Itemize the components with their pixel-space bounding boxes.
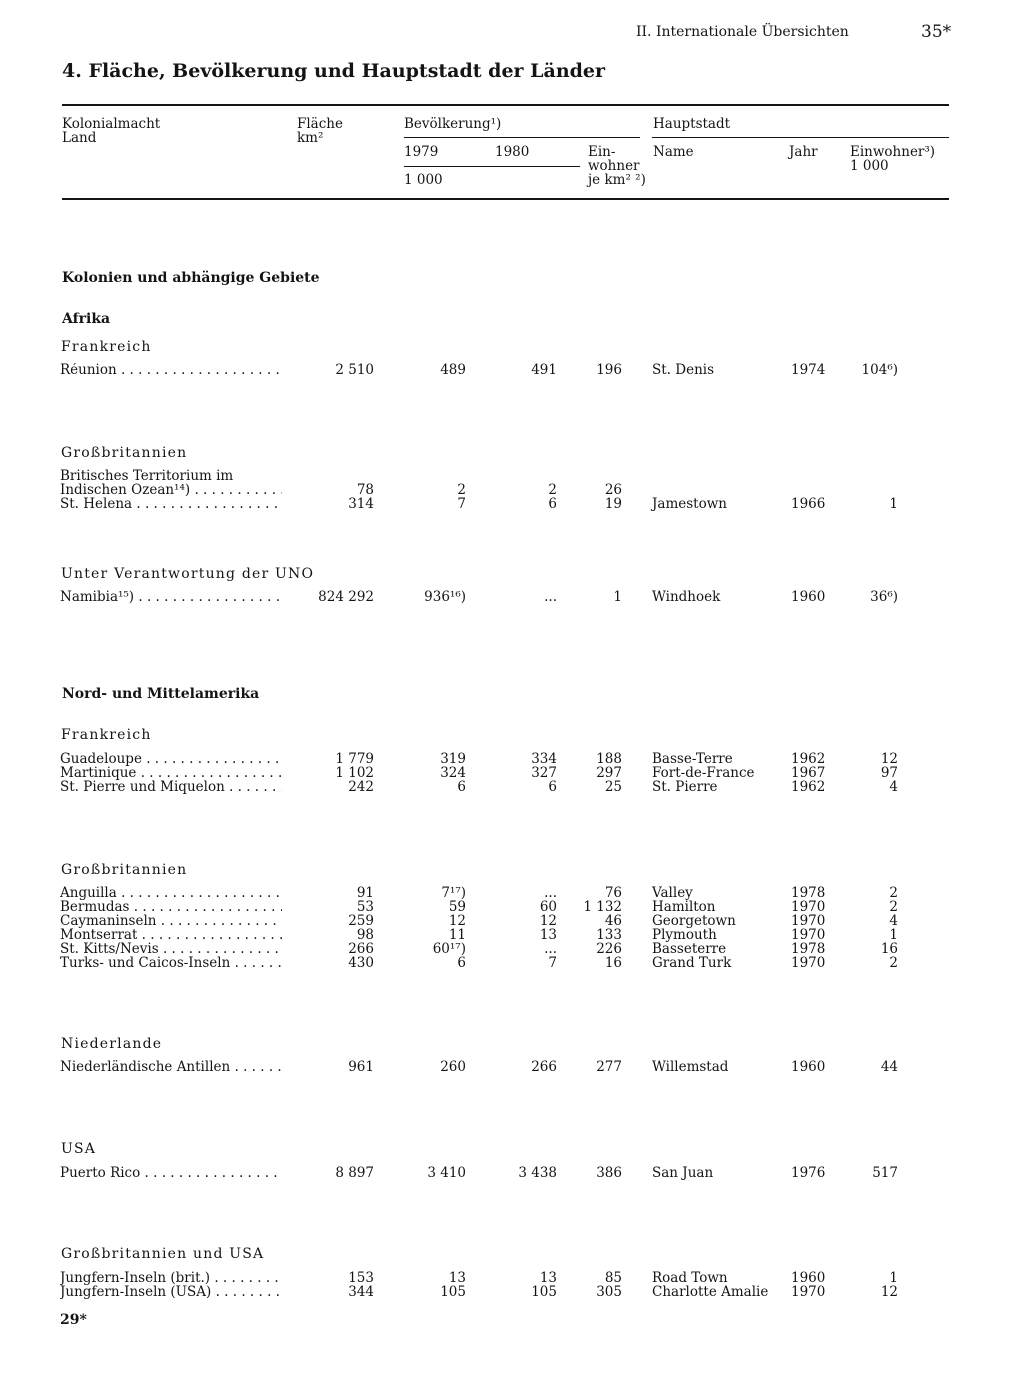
row-capital-year: 1960	[791, 1270, 826, 1286]
col-header-capital-name: Name	[653, 144, 694, 160]
row-population-1979: 2	[457, 482, 466, 498]
row-capital-inhabitants: 1	[889, 1270, 898, 1286]
row-capital-inhabitants: 4	[889, 913, 898, 929]
row-area: 961	[348, 1059, 374, 1075]
table-row	[60, 942, 960, 956]
table-row	[60, 1060, 960, 1074]
row-capital-inhabitants: 16	[880, 941, 898, 957]
row-population-1980: 3 438	[518, 1165, 557, 1181]
sheet-signature: 29*	[60, 1312, 87, 1328]
row-population-1979: 13	[448, 1270, 466, 1286]
row-density: 85	[604, 1270, 622, 1286]
row-population-1979: 12	[448, 913, 466, 929]
row-population-1980: 6	[548, 496, 557, 512]
col-header-kolonialmacht: Kolonialmacht	[62, 116, 161, 132]
row-capital-year: 1970	[791, 1284, 826, 1300]
table-row	[60, 497, 960, 511]
table-row	[60, 928, 960, 942]
table-title: 4. Fläche, Bevölkerung und Hauptstadt der Länder	[62, 60, 606, 82]
row-capital-year: 1970	[791, 955, 826, 971]
table-row	[60, 886, 960, 900]
row-population-1980: 7	[548, 955, 557, 971]
row-capital-name: Willemstad	[652, 1059, 729, 1075]
table-row	[60, 1166, 960, 1180]
row-capital-inhabitants: 12	[880, 1284, 898, 1300]
row-capital-name: St. Pierre	[652, 779, 718, 795]
row-land: St. Helena . . .	[60, 497, 282, 511]
row-population-1979: 7	[457, 496, 466, 512]
col-header-inhabitants-unit: 1 000	[850, 158, 889, 174]
row-capital-name: Hamilton	[652, 899, 716, 915]
row-density: 277	[596, 1059, 622, 1075]
table-row	[60, 590, 960, 604]
row-population-1979: 7¹⁷)	[441, 885, 466, 901]
row-density: 46	[604, 913, 622, 929]
row-land: St. Pierre und Miquelon . . .	[60, 780, 282, 794]
capital-rule	[652, 137, 949, 138]
group-heading-usa: USA	[61, 1141, 97, 1157]
row-land: Jungfern-Inseln (brit.) . . .	[60, 1271, 282, 1285]
col-header-population: Bevölkerung¹)	[404, 116, 502, 132]
row-population-1980: ...	[544, 589, 557, 605]
col-header-area-unit: km²	[297, 130, 324, 146]
row-population-1979: 3 410	[427, 1165, 466, 1181]
col-header-density-2: wohner	[588, 158, 640, 174]
group-heading-grossbritannien-usa: Großbritannien und USA	[61, 1246, 265, 1262]
row-population-1980: 6	[548, 779, 557, 795]
col-header-1979: 1979	[404, 144, 439, 160]
row-capital-name: Basse-Terre	[652, 751, 733, 767]
row-population-1979: 6	[457, 779, 466, 795]
row-population-1979: 59	[448, 899, 466, 915]
row-density: 16	[604, 955, 622, 971]
row-capital-year: 1970	[791, 913, 826, 929]
row-capital-name: Plymouth	[652, 927, 717, 943]
group-heading-frankreich-americas: Frankreich	[61, 727, 152, 743]
row-capital-inhabitants: 36⁶)	[870, 589, 898, 605]
row-capital-year: 1978	[791, 885, 826, 901]
row-area: 78	[356, 482, 374, 498]
group-heading-niederlande: Niederlande	[61, 1036, 163, 1052]
row-area: 344	[348, 1284, 374, 1300]
row-capital-year: 1970	[791, 899, 826, 915]
row-capital-inhabitants: 517	[872, 1165, 898, 1181]
row-land: Martinique . . .	[60, 766, 282, 780]
table-row	[60, 1285, 960, 1299]
population-rule	[404, 137, 640, 138]
row-capital-inhabitants: 1	[889, 496, 898, 512]
row-density: 1	[613, 589, 622, 605]
row-density: 133	[596, 927, 622, 943]
row-capital-name: San Juan	[652, 1165, 714, 1181]
row-land: Caymaninseln . . .	[60, 914, 282, 928]
table-row	[60, 483, 960, 497]
row-area: 1 102	[335, 765, 374, 781]
row-density: 196	[596, 362, 622, 378]
row-area: 314	[348, 496, 374, 512]
row-population-1979: 260	[440, 1059, 466, 1075]
row-land: Puerto Rico . . .	[60, 1166, 282, 1180]
row-density: 1 132	[583, 899, 622, 915]
section-heading-colonies: Kolonien und abhängige Gebiete	[62, 270, 320, 286]
table-row	[60, 752, 960, 766]
col-header-capital: Hauptstadt	[653, 116, 731, 132]
row-land: Indischen Ozean¹⁴) . . .	[60, 483, 282, 497]
row-population-1980: 13	[539, 1270, 557, 1286]
row-population-1980: 491	[531, 362, 557, 378]
row-density: 76	[604, 885, 622, 901]
row-area: 98	[356, 927, 374, 943]
row-population-1980: 334	[531, 751, 557, 767]
row-capital-inhabitants: 2	[889, 955, 898, 971]
page-number: 35*	[921, 22, 952, 42]
row-population-1980: ...	[544, 941, 557, 957]
col-header-area: Fläche	[297, 116, 343, 132]
row-area: 242	[348, 779, 374, 795]
row-capital-name: Grand Turk	[652, 955, 732, 971]
row-capital-year: 1962	[791, 779, 826, 795]
running-title: II. Internationale Übersichten	[636, 24, 849, 40]
row-capital-inhabitants: 44	[880, 1059, 898, 1075]
table-row	[60, 780, 960, 794]
row-capital-year: 1966	[791, 496, 826, 512]
row-land: Turks- und Caicos-Inseln . . .	[60, 956, 282, 970]
row-land: Jungfern-Inseln (USA) . . .	[60, 1285, 282, 1299]
row-capital-inhabitants: 97	[880, 765, 898, 781]
row-capital-name: St. Denis	[652, 362, 715, 378]
row-land: St. Kitts/Nevis . . .	[60, 942, 282, 956]
row-population-1980: ...	[544, 885, 557, 901]
row-population-1980: 266	[531, 1059, 557, 1075]
row-population-1980: 13	[539, 927, 557, 943]
row-capital-year: 1978	[791, 941, 826, 957]
row-capital-name: Windhoek	[652, 589, 721, 605]
row-label-continuation: Britisches Territorium im	[60, 468, 234, 484]
row-capital-name: Fort-de-France	[652, 765, 755, 781]
row-land: Bermudas . . .	[60, 900, 282, 914]
row-capital-year: 1967	[791, 765, 826, 781]
table-header-bottom-rule	[62, 198, 949, 200]
row-capital-name: Basseterre	[652, 941, 727, 957]
group-heading-uno: Unter Verantwortung der UNO	[61, 566, 315, 582]
row-capital-year: 1974	[791, 362, 826, 378]
table-top-rule	[62, 104, 949, 106]
row-land: Anguilla . . .	[60, 886, 282, 900]
row-capital-year: 1976	[791, 1165, 826, 1181]
row-density: 19	[604, 496, 622, 512]
group-heading-frankreich-africa: Frankreich	[61, 339, 152, 355]
group-heading-grossbritannien-americas: Großbritannien	[61, 862, 188, 878]
col-header-1980: 1980	[495, 144, 530, 160]
row-capital-name: Road Town	[652, 1270, 728, 1286]
row-population-1980: 60	[539, 899, 557, 915]
row-population-1979: 11	[448, 927, 466, 943]
table-row	[60, 766, 960, 780]
row-area: 430	[348, 955, 374, 971]
row-area: 824 292	[318, 589, 374, 605]
row-capital-year: 1962	[791, 751, 826, 767]
table-row	[60, 914, 960, 928]
region-heading-africa: Afrika	[62, 311, 111, 327]
row-population-1979: 936¹⁶)	[424, 589, 466, 605]
row-capital-name: Valley	[652, 885, 693, 901]
table-row	[60, 363, 960, 377]
table-row	[60, 1271, 960, 1285]
group-heading-grossbritannien-africa: Großbritannien	[61, 445, 188, 461]
row-capital-year: 1960	[791, 1059, 826, 1075]
row-area: 2 510	[335, 362, 374, 378]
row-area: 266	[348, 941, 374, 957]
row-capital-inhabitants: 2	[889, 899, 898, 915]
col-header-land: Land	[62, 130, 97, 146]
row-population-1979: 60¹⁷)	[432, 941, 466, 957]
row-density: 297	[596, 765, 622, 781]
table-row	[60, 900, 960, 914]
col-header-inhabitants: Einwohner³)	[850, 144, 936, 160]
row-density: 26	[604, 482, 622, 498]
row-population-1979: 6	[457, 955, 466, 971]
row-capital-name: Charlotte Amalie	[652, 1284, 769, 1300]
row-population-1979: 489	[440, 362, 466, 378]
row-capital-inhabitants: 2	[889, 885, 898, 901]
row-area: 91	[356, 885, 374, 901]
row-population-1980: 327	[531, 765, 557, 781]
row-capital-inhabitants: 104⁶)	[861, 362, 898, 378]
row-density: 386	[596, 1165, 622, 1181]
row-land: Niederländische Antillen . . .	[60, 1060, 282, 1074]
row-population-1979: 105	[440, 1284, 466, 1300]
row-capital-inhabitants: 1	[889, 927, 898, 943]
col-header-density-3: je km² ²)	[588, 172, 646, 188]
row-land: Guadeloupe . . .	[60, 752, 282, 766]
row-capital-inhabitants: 12	[880, 751, 898, 767]
region-heading-americas: Nord- und Mittelamerika	[62, 686, 260, 702]
row-population-1979: 324	[440, 765, 466, 781]
row-area: 1 779	[335, 751, 374, 767]
row-land: Namibia¹⁵) . . .	[60, 590, 282, 604]
row-density: 305	[596, 1284, 622, 1300]
row-population-1980: 12	[539, 913, 557, 929]
row-capital-inhabitants: 4	[889, 779, 898, 795]
row-land: Réunion . . .	[60, 363, 282, 377]
col-header-density-1: Ein-	[588, 144, 616, 160]
col-header-capital-year: Jahr	[789, 144, 818, 160]
row-population-1980: 105	[531, 1284, 557, 1300]
row-population-1979: 319	[440, 751, 466, 767]
row-capital-name: Jamestown	[652, 496, 727, 512]
row-capital-year: 1970	[791, 927, 826, 943]
row-land: Montserrat . . .	[60, 928, 282, 942]
table-row	[60, 956, 960, 970]
row-population-1980: 2	[548, 482, 557, 498]
row-density: 188	[596, 751, 622, 767]
row-area: 53	[356, 899, 374, 915]
row-area: 153	[348, 1270, 374, 1286]
row-capital-year: 1960	[791, 589, 826, 605]
unit-rule	[404, 166, 580, 167]
row-area: 8 897	[335, 1165, 374, 1181]
row-density: 25	[604, 779, 622, 795]
row-density: 226	[596, 941, 622, 957]
row-capital-name: Georgetown	[652, 913, 736, 929]
row-area: 259	[348, 913, 374, 929]
col-header-unit: 1 000	[404, 172, 443, 188]
